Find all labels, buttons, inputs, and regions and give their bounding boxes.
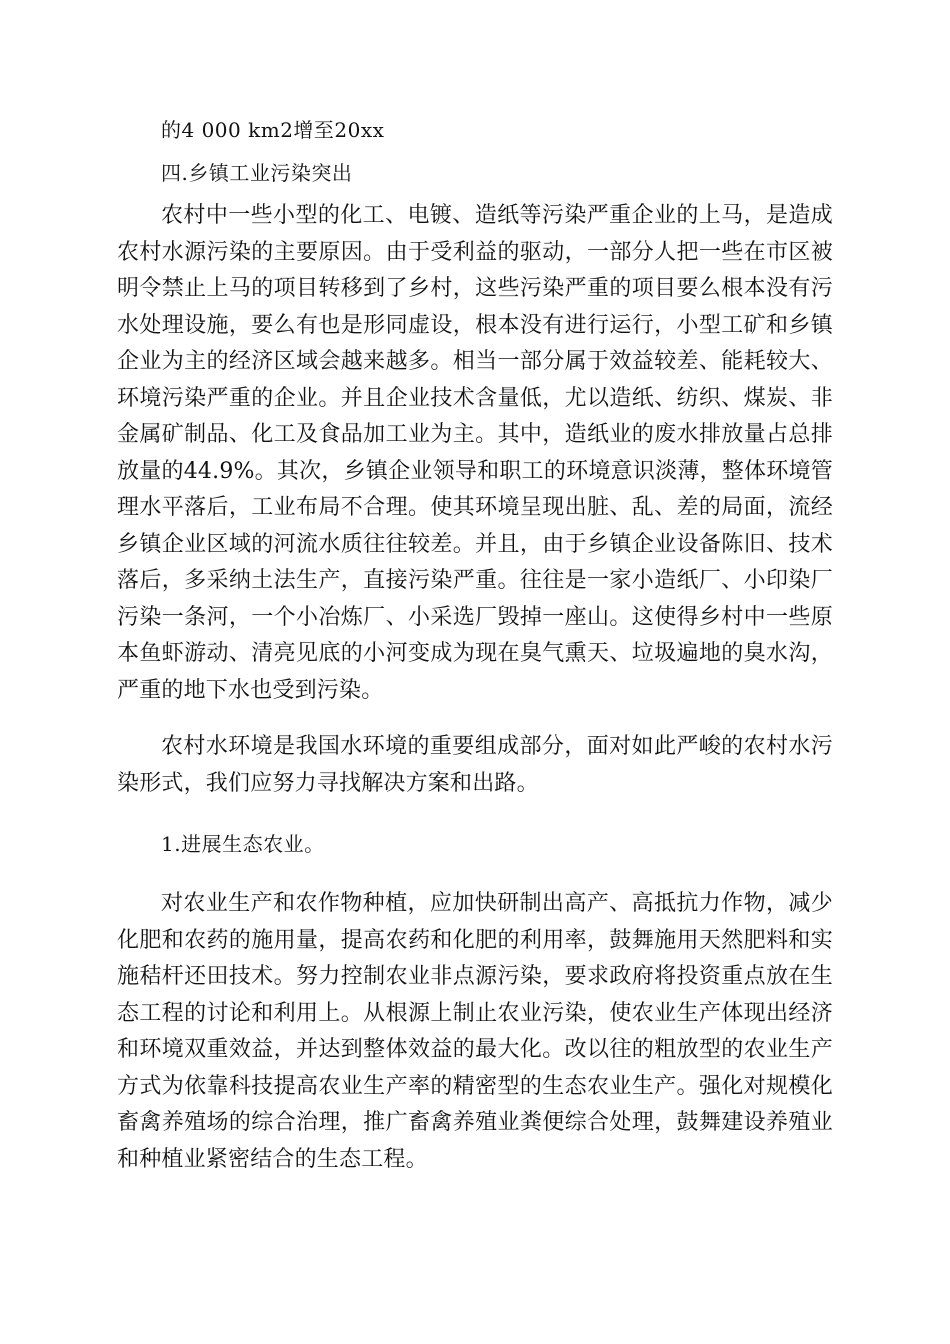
subheading-ecological-agriculture: 1.进展生态农业。 xyxy=(161,832,325,856)
paragraph-ecological-agriculture: 对农业生产和农作物种植，应加快研制出高产、高抵抗力作物，减少化肥和农药的施用量，提高农药和化肥的利用率，鼓舞施用天然肥料和实施秸杆还田技术。努力控制农业非点源污染，要求政府将投资重点放在生态工程的讨论和利用上。从根源上制止农业污染，使农业生产体现出经济和环境双重效益，并达到整体效益的最大化。改以往的粗放型的农业生产方式为依靠科技提高农业生产率的精密型的生态农业生产。强化对规模化畜禽养殖场的综合治理，推广畜禽养殖业粪便综合处理，鼓舞建设养殖业和种植业紧密结合的生态工程。 xyxy=(117,891,833,1172)
text-fragment-top: 的4 000 km2增至20xx xyxy=(161,118,385,142)
section-heading: 四.乡镇工业污染突出 xyxy=(161,161,353,185)
paragraph-rural-industry-pollution: 农村中一些小型的化工、电镀、造纸等污染严重企业的上马，是造成农村水源污染的主要原因。由于受利益的驱动，一部分人把一些在市区被明令禁止上马的项目转移到了乡村，这些污染严重的项目要么根本没有污水处理设施，要么有也是形同虚设，根本没有进行运行，小型工矿和乡镇企业为主的经济区域会越来越多。相当一部分属于效益较差、能耗较大、环境污染严重的企业。并且企业技术含量低，尤以造纸、纺织、煤炭、非金属矿制品、化工及食品加工业为主。其中，造纸业的废水排放量占总排放量的44.9%。其次，乡镇企业领导和职工的环境意识淡薄，整体环境管理水平落后，工业布局不合理。使其环境呈现出脏、乱、差的局面，流经乡镇企业区域的河流水质往往较差。并且，由于乡镇企业设备陈旧、技术落后，多采纳土法生产，直接污染严重。往往是一家小造纸厂、小印染厂污染一条河，一个小冶炼厂、小采选厂毁掉一座山。这使得乡村中一些原本鱼虾游动、清亮见底的小河变成为现在臭气熏天、垃圾遍地的臭水沟，严重的地下水也受到污染。 xyxy=(117,203,833,703)
paragraph-rural-water-environment: 农村水环境是我国水环境的重要组成部分，面对如此严峻的农村水污染形式，我们应努力寻找解决方案和出路。 xyxy=(117,734,833,796)
document-body xyxy=(117,112,833,1178)
